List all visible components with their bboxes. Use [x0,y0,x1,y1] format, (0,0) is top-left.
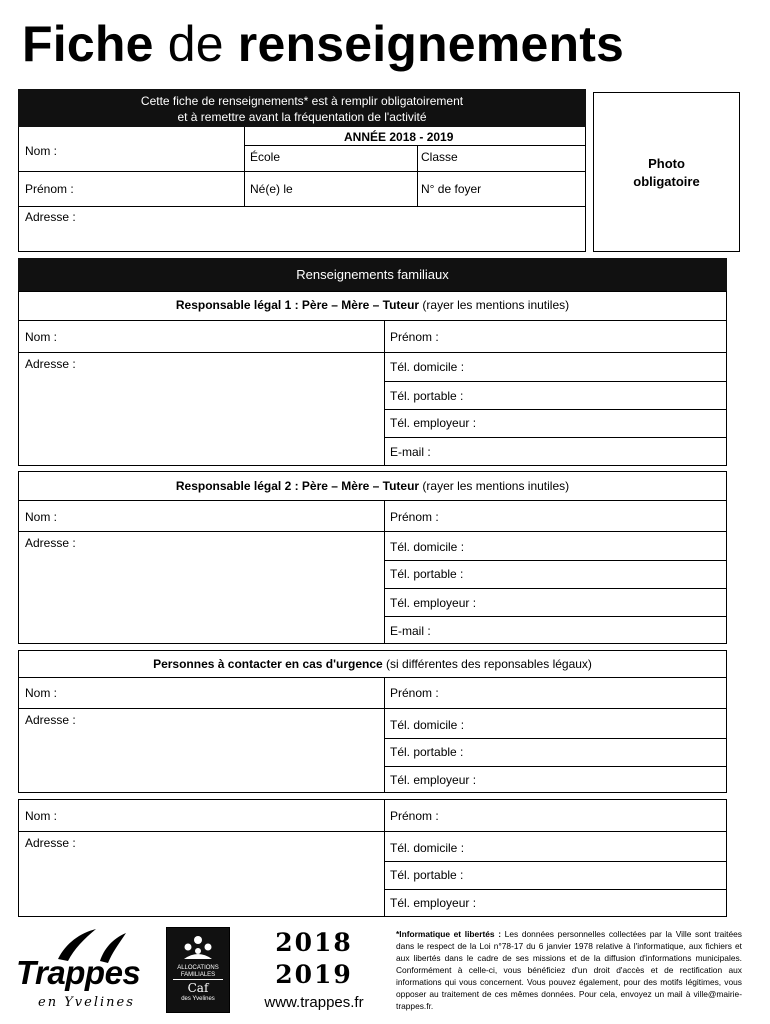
caf-name: Caf [187,981,209,995]
resp1-heading: Responsable légal 1 : Père – Mère – Tuteur (rayer les mentions inutiles) [175,298,570,312]
emergency1-nom-label: Nom : [25,686,58,700]
resp2-section [18,471,727,644]
resp1-nom-label: Nom : [25,330,58,344]
emergency1-adresse-label: Adresse : [25,713,76,727]
caf-subtitle: des Yvelines [181,996,215,1002]
footer-year-2: 2019 [275,960,353,989]
caf-line-2: FAMILIALES [173,972,223,980]
caf-emblem-icon [178,933,218,963]
family-header: Renseignements familiaux [18,258,727,291]
intro-line-2: et à remettre avant la fréquentation de l'activité [177,110,427,124]
emergency2-adresse-label: Adresse : [25,836,76,850]
emergency-section-1 [18,650,727,793]
emergency-section-2 [18,799,727,917]
birthdate-label: Né(e) le [250,182,293,196]
caf-logo [166,927,230,1013]
page-title: Fiche de renseignements [22,16,625,72]
caf-line-1: ALLOCATIONS [177,965,219,971]
legal-notice: *Informatique et libertés : Les données personnelles collectées par la Ville sont traitées dans le respect de la Loi n°78-17 du 6 janvier 1978 relative à l'informatique, aux fichiers et aux libertés dans le cadre de ses missions et de la diffusion d'informations municipales. Conformément à celle-ci, vous bénéficiez d'un droit d'accès et de rectification aux informations qui vous concernent. Vous pouvez également, pour des motifs légitimes, vous opposer au traitement de ces mêmes données. Pour cela, envoyez un mail à ville@mairie-trappes.fr. [396,929,742,1011]
footer-year-1: 2018 [275,928,353,957]
resp2-tel-domicile-label: Tél. domicile : [390,540,465,554]
website-link[interactable]: www.trappes.fr [264,994,364,1011]
resp1-section [18,291,727,466]
trappes-logo-subtitle: en Yvelines [38,995,135,1010]
emergency1-tel-portable-label: Tél. portable : [390,745,464,759]
resp1-prenom-label: Prénom : [390,330,439,344]
resp1-email-label: E-mail : [390,445,431,459]
resp2-email-label: E-mail : [390,624,431,638]
emergency1-tel-domicile-label: Tél. domicile : [390,718,465,732]
school-year-label: ANNÉE 2018 - 2019 [344,130,454,144]
resp2-tel-portable-label: Tél. portable : [390,567,464,581]
emergency2-tel-employeur-label: Tél. employeur : [390,896,477,910]
resp2-prenom-label: Prénom : [390,510,439,524]
emergency-heading: Personnes à contacter en cas d'urgence (si différentes des reponsables légaux) [153,657,592,671]
emergency2-tel-portable-label: Tél. portable : [390,868,464,882]
emergency1-prenom-label: Prénom : [390,686,439,700]
resp1-tel-domicile-label: Tél. domicile : [390,360,465,374]
resp2-heading: Responsable légal 2 : Père – Mère – Tuteur (rayer les mentions inutiles) [175,479,570,493]
emergency2-prenom-label: Prénom : [390,809,439,823]
resp2-tel-employeur-label: Tél. employeur : [390,596,477,610]
child-adresse-label: Adresse : [25,210,76,224]
foyer-number-label: N° de foyer [421,182,482,196]
ecole-label: École [250,150,281,164]
emergency2-nom-label: Nom : [25,809,58,823]
trappes-logo [14,925,160,1017]
child-nom-label: Nom : [25,144,58,158]
emergency1-tel-employeur-label: Tél. employeur : [390,773,477,787]
photo-required-label: obligatoire [633,174,700,189]
child-prenom-label: Prénom : [25,182,74,196]
photo-label: Photo [648,156,685,171]
emergency2-tel-domicile-label: Tél. domicile : [390,841,465,855]
resp1-tel-employeur-label: Tél. employeur : [390,416,477,430]
trappes-logo-text: Trappes [16,954,141,991]
resp2-nom-label: Nom : [25,510,58,524]
photo-box [593,92,740,252]
resp2-adresse-label: Adresse : [25,536,76,550]
intro-banner [18,89,586,127]
resp1-tel-portable-label: Tél. portable : [390,389,464,403]
classe-label: Classe [421,150,458,164]
intro-line-1: Cette fiche de renseignements* est à remplir obligatoirement [140,94,464,108]
resp1-adresse-label: Adresse : [25,357,76,371]
